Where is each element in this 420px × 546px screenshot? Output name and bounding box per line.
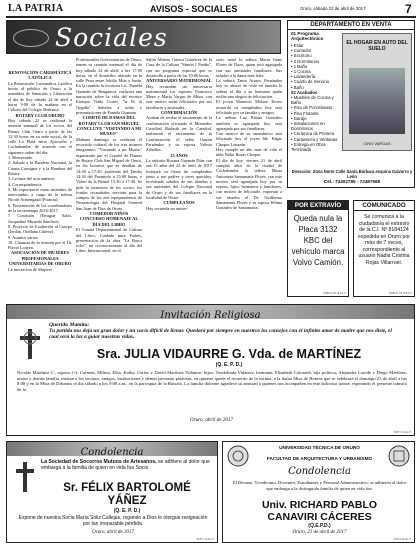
book-cover-image xyxy=(342,33,412,151)
condolencia-title: Condolencia xyxy=(80,447,144,458)
ad-title: COMUNICADO xyxy=(354,201,414,211)
acabado-item: • Entrega en Obra Terminada xyxy=(291,141,326,153)
feature-item: • Estar xyxy=(291,43,304,48)
acabado-item: • Carpintería y Ventanas xyxy=(291,136,338,142)
condolencia-note: B1877 18-04-17 xyxy=(196,538,214,541)
heading-aniversario: ANIVERSARIO MATRIMONIAL xyxy=(146,78,212,84)
paragraph: Hoy cumple un año más de vida el niño Nahir Rosas Choque. xyxy=(216,147,282,158)
acabado-item: • Piso Flotante xyxy=(291,110,319,116)
sociales-banner xyxy=(6,20,281,54)
condolencia-note: B1873 18-04-17 xyxy=(393,538,411,541)
acabados-title: 02 Acabados xyxy=(291,89,318,95)
book-author: CIRO VARGAS xyxy=(363,141,391,146)
invitacion-footer: Oruro, abril de 2017 xyxy=(189,417,234,423)
paragraph: Hoy sábado 22 se realizará la reunión semanal de los socios del Rotary Club Oruro a partir de las 12:30 horas en su sede social, de la calle La Plata entre Ayacucho y Cochabamba, de acuerdo con el siguiente orden del día: xyxy=(8,118,72,155)
features-list xyxy=(291,43,339,152)
invitacion-lead: Querida Mamita: xyxy=(49,322,90,328)
paragraph: El joven Mauricio Molina Torrez recuerda su cumpleaños hoy será felicitado por su familia y amigos. xyxy=(216,99,282,115)
condolencia-footer: Oruro, 21 de abril de 2017 xyxy=(292,530,347,535)
feature-item: • Cuarto de Servicio xyxy=(291,79,330,85)
ad-address: Dirección: Zona Norte Calle Santa Bárbara esquina Galvarro y León xyxy=(291,169,413,179)
heading-comedor: COMEDOR NIÑOS xyxy=(89,211,129,217)
agenda-item: 6. Presentación de los coordinadores de la terceraetapa 2016-2017. xyxy=(8,202,72,214)
heading-comite: COMITÉ DE DAMAS DEL ROTARY CLUB SAN MIGUEL CONCLUYE "VISITANDO A MI MUSEO" xyxy=(77,115,141,137)
agenda-item: 5. Mi experiencia como miembro de intercambio a cargo de la señora Nicole Armengaud (Francia). xyxy=(8,186,72,203)
condolencia-body: El Decano, Vicedecano, Docentes, Estudiantes y Personal Administrativo, se adhieren al dolor que embarga a la distinguida familia de quien en vida fue: xyxy=(232,480,407,491)
header-rule xyxy=(6,16,416,18)
ad-por-extravio xyxy=(287,200,349,297)
invitacion-title: Invitación Religiosa xyxy=(160,310,261,321)
ad-title: POR EXTRAVÍO xyxy=(288,201,348,210)
acabado-item: • Cerámica de Primera xyxy=(291,131,335,137)
heading-15-anos: 15 AÑOS xyxy=(170,152,188,158)
paragraph: Acaban de recibir el sacramento de la confirmación oficiando el Monseñor Cristóbal Bialasik en la Catedral, realizaron el sacramento de la Confirmación, el señor Gastón Fernández y su esposa Valeria Zeballos. xyxy=(146,115,212,153)
paragraph: El día de hoy, viernes 21 de abril cumplió años en la ciudad de Cochabamba la señora Marta Antonieta Santamaría Flores, con este motivo será agasajada hoy por su esposo, hijos, hermanos y familiares, con motivo de felicitarle, expresan a sus abuelos el Dr. Guillermo Santamaría Flores y su esposa Wilma Gonzales de Santamaría. xyxy=(216,157,282,211)
invitacion-lead-text: Tu partida nos deja un gran dolor y un vacío difícil de llenar. Quedará por siempre en nuestros los consejos con el infinito amor de madre que nos diste, el cual será la luz a guiar nuestras vidas. xyxy=(49,328,392,341)
paragraph: Hoy recuerda un aniver- xyxy=(146,205,188,211)
paragraph: El Comité Departamental de Cultura del Libro, Cuidado para Padres, presentación de la obra "La Barca ocho", en reconocimiento al día del Libro, Internacional, en el xyxy=(76,227,142,254)
ad-departamento-venta xyxy=(287,20,415,188)
cross-icon xyxy=(17,327,43,361)
agenda-item: 1. Bienvenida. xyxy=(8,155,33,161)
condolencia-title: Condolencia xyxy=(288,466,351,477)
flourish-ornament xyxy=(13,29,49,47)
agenda-item: 3. Lectura del acta anterior. xyxy=(8,176,56,182)
invitacion-banner xyxy=(7,305,414,319)
sociales-title: Sociales xyxy=(55,23,168,52)
paragraph: La Renovación Carismática Católica invita al público de Oruro a la asamblea de Sanación y Liberación el día de hoy sábado 22 de abril a horas 9:00 de la mañana en el Coliseo del Colegio Bethania. xyxy=(8,80,72,113)
deceased-name: Univ. RICHARD PABLO xyxy=(261,499,378,511)
condolencia-org xyxy=(41,459,213,471)
feature-item: • Baño xyxy=(291,84,304,90)
condolencia-footer: Oruro, abril de 2017 xyxy=(92,530,134,535)
invitacion-note: B1871 18-04-17 xyxy=(393,431,411,434)
faculty-name: FACULTAD DE ARQUITECTURA Y URBANISMO xyxy=(266,456,373,461)
org-name: La Sociedad de Socorros Mutuos de Artesanos, xyxy=(41,459,157,465)
heading-concurso: CONCURSO HOMENAJE AL DÍA DEL LIBRO xyxy=(79,216,139,227)
book-photo xyxy=(349,68,405,134)
deceased-name-2: CANAVIRI CÁCERES xyxy=(267,511,372,523)
agenda-item: 7. Comisión (Emigrar Salas, Jacqueline Miranda Sanchez). xyxy=(8,213,72,224)
section-title: AVISOS - SOCIALES xyxy=(150,4,238,14)
invitacion-body: Nicolás Martínez C., esposo (+); Carmen, Milton, Elba, Kathy, Carlos y David Martínez Vidaurre, hijos; Teodolinda Vidaurre, hermana; Elizabeth Coloradó, hija política; Alejandra Loredo y Diego Martínez, nietos y demás familia, invitan a los vecinos, amigos, instituciones y demás personas piadosas, en quienes quede el recuerdo de la extinta, a la Santa Misa de Honras que se celebrará el domingo 23 de abril a hrs 8:00 y en la Misa de Difuntos el día sábado a hrs 9:00 a.m., en la parroquia de la Ruisala. La familia doliente agradece su amistad a quienes nos acompañen en este doloroso trance, esperando el presente tránsito de fe. xyxy=(17,370,407,393)
heading-mujeres: ASOCIACIÓN DE MUJERES PROFESIONALES UNIVERSITARIAS DE ORURO xyxy=(8,250,72,267)
issue-date: Oruro, sábado 22 de abril de 2017 xyxy=(300,6,366,11)
agenda-item: 10. Clausura de la reunión por el Dr. Flavio Loayza. xyxy=(8,239,72,251)
masthead: LA PATRIA xyxy=(8,3,64,14)
feature-item: • 1 Cocina xyxy=(291,69,311,75)
university-seal-icon xyxy=(227,445,249,467)
deceased-name-2: YÁÑEZ xyxy=(107,495,147,507)
paragraph: Hoy recuerdan un aniversario matrimonial los esposos Francisco Meza y Marta Vargas de Meza, con este motivo serán felicitados por sus familiares y amistades. xyxy=(146,83,212,110)
paragraph: Profesionales Universitarias de Oruro, tienen su reunión mensual el día de hoy sábado 22 de abril, a hrs 17:00 horas, en el domicilio ubicado en la calle Petot entre Adolfo Mier y Junín. En la reunión la escritora Lic. Pamela Guzmán de Rengamos, realizará una narración sobre la vida del escritor Enrique Viaña Cortés, "la Fe al Orgullo". Saludos a todas y presentaciones de Pamela Guzmán. xyxy=(76,57,142,115)
org-intro: se adhiere al dolor que embarga a la familia de quien en vida fue Socio xyxy=(41,459,210,472)
university-name: UNIVERSIDAD TÉCNICA DE ORURO xyxy=(279,445,360,450)
deceased-name: Sr. FÉLIX BARTOLOMÉ xyxy=(63,482,191,494)
acabado-item: • Muebles de Cocina y Baño xyxy=(291,95,334,106)
heading-cumpleanos: CUMPLEAÑOS xyxy=(163,200,195,206)
faculty-seal-icon xyxy=(388,445,410,467)
paragraph: La señora Luz Palma Gonzales también es agasajada hoy será agasajada por sus familiares. xyxy=(216,115,282,131)
ad-title: DEPARTAMENTO EN VENTA xyxy=(288,21,414,30)
feature-item: • Comedor xyxy=(291,48,312,54)
ad-comunicado xyxy=(353,200,415,297)
paragraph: Con motivo de su onomástico será felicitado hoy el joven Ide. Edgar Choque Lonazán. xyxy=(216,131,282,147)
heading-confirmacion: CONFIRMACIÓN xyxy=(160,110,198,116)
feature-item: • 2 Dormitorios xyxy=(291,58,320,64)
agenda-item: 4. Correspondencia. xyxy=(8,181,43,187)
agenda-item: 2. Saludo a la Bandera Nacional, la Cuarta Consigna y a la Bandera del Rotary. xyxy=(8,160,72,176)
acabado-item: • Instalaciones en Dormitorios xyxy=(291,121,325,132)
rip-label: (Q.E.P.D.) xyxy=(308,523,331,529)
ad-note: PUBLIC ID 18-04-17 xyxy=(389,292,412,295)
condolencia-body: Expone de nuestra Socia María Soliz Callejas, rogando a Dios le otorgue resignación por tan irreparable pérdida. xyxy=(18,515,208,527)
paragraph: Mañana domingo se realizará el recorrido cultural de los tres museos integrantes, "Visitando a mi Museo" organizado por el Comité de Damas de Rotary Club San Miguel de Oruro, en los horarios que se detallan de 14:30 a 17:30, partiendo del Tambo 14:30 del Paraninfo a 15:00 horas, y Vídeo de la Bienal 15:30 a 17:30. Se pide la asistencia de los socios, los fondos recaudados servirán para la compra de los dos equipamientos de Neonatología del Hospital General San Juan de Dios de Oruro. xyxy=(76,136,142,211)
agenda-item: 8. Proyecto de Exaltación al Cuerpo (Jordán, Orellana Chávez). xyxy=(8,223,72,235)
acabado-item: • Piso de Porcelanato xyxy=(291,105,333,111)
ad-note: PUBLIC ID 18-04-17 xyxy=(323,292,346,295)
heading-renovacion: RENOVACIÓN CARISMÁTICA CATÓLICA xyxy=(8,70,72,81)
book-title: EL HOGAR EN AUTO DEL SUELO xyxy=(346,40,408,52)
page-number: 7 xyxy=(405,2,412,16)
paragraph: La señorita Rosana Guzmán Díaz con sus 15 años del 22 de abril de 2017 festejará su fiesta de cumpleaños junto a sus padres y seres queridos, recibiendo saludos de sus abuelos y sus amistades del Colegio Nacional de Oruro y de sus familiares en la localidad de Oruro. xyxy=(146,157,212,201)
paragraph: Salón Alberto Guerra Gutiérrez de la Casa de la Cultura "Simón I Patiño", con un programa especial que se desarrolla a partir de las 19:00 horas. xyxy=(146,57,212,78)
feature-item: • 1 Baño xyxy=(291,63,308,69)
paragraph: La señora Tania Arrayo Fernández hoy es ahorro de vida en familia la señora el día a su hermana quién recibe una alegría de felicitación. xyxy=(216,78,282,100)
ad-body: Queda nula la Placa 3132 KBC del vehículo marca Volvo Camión. xyxy=(291,214,345,267)
invitacion-religiosa xyxy=(6,304,415,436)
condolencia-sociedad xyxy=(6,441,218,543)
ad-subtitle: 01 Programa Arquitectónico xyxy=(291,31,324,42)
feature-item: • Escritorio xyxy=(291,53,312,59)
condolencia-universidad xyxy=(222,441,415,543)
rip-label: (Q. E. P. D.) xyxy=(113,508,141,514)
deceased-name: Sra. JULIA VIDAURRE G. Vda. de MARTÍNEZ xyxy=(96,347,362,361)
rip-label: (Q. E. P. D.) xyxy=(215,362,243,368)
cross-icon xyxy=(13,460,37,494)
condolencia-banner xyxy=(7,442,217,456)
ad-body: Se comunica a la ciudadanía el extravío de la C.I. Nº 8184124 expedida en Oruro por más de 7 veces, correspondiente al usuario Nadia Cristina Rojas Villarroel. xyxy=(358,214,410,266)
feature-item: • Lavandería xyxy=(291,74,316,80)
heading-rotary: ROTARY CLUB ORURO xyxy=(15,112,65,118)
acabado-item: • Garaje xyxy=(291,115,307,121)
agenda-item: 9. Asuntos varios. xyxy=(8,234,39,240)
ad-phone: Cel.: 73402785 - 72487968 xyxy=(323,179,381,184)
paragraph: sario natal la señora Maria Irene Flores de Daza, quien será agasajada con sus amistades familiares. Sus saludos a la dama más feliz. xyxy=(216,57,282,78)
paragraph: La asociación de Mujeres xyxy=(8,266,53,272)
